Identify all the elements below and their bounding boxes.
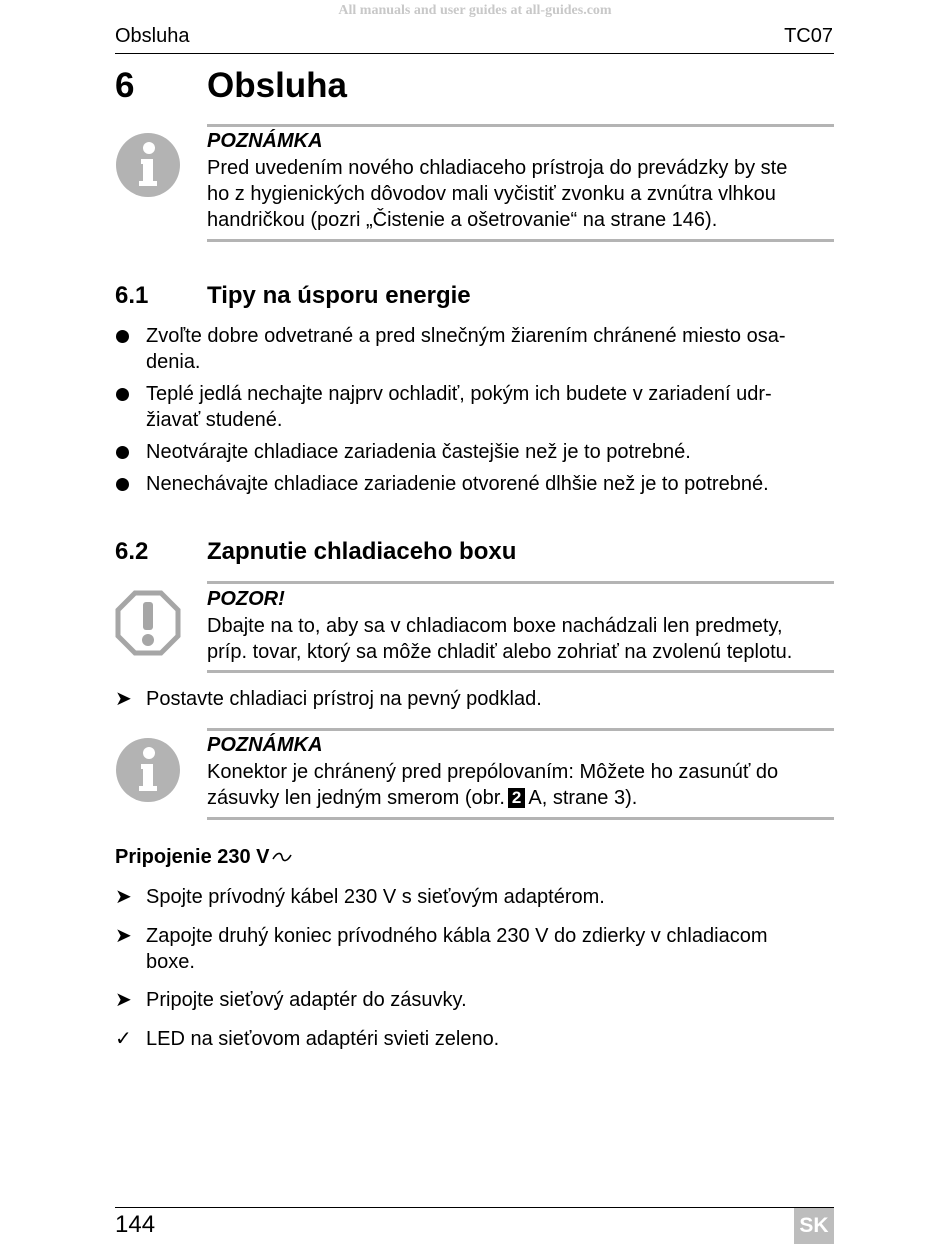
- chapter-number: 6: [115, 66, 135, 105]
- info-icon: [115, 737, 181, 808]
- footer-rule: [115, 1207, 834, 1208]
- info-icon: [115, 132, 181, 203]
- bullet-text: Nenechávajte chladiace zariadenie otvorené dlhšie než je to potrebné.: [146, 473, 769, 495]
- bullet-text: Zvoľte dobre odvetrané a pred slnečným žiarením chránené miesto osa-: [146, 325, 786, 347]
- checkmark-icon: ✓: [115, 1028, 132, 1050]
- subheading: [115, 846, 292, 869]
- bullet-icon: [116, 478, 129, 491]
- note-text-line: ho z hygienických dôvodov mali vyčistiť zvonku a zvnútra vlhkou: [207, 183, 776, 205]
- step-arrow-icon: ➤: [115, 989, 132, 1011]
- caution-top-rule: [207, 581, 834, 584]
- bullet-text: žiavať studené.: [146, 409, 283, 431]
- note-text-fragment: zásuvky len jedným smerom (obr.: [207, 787, 505, 809]
- note-bottom-rule: [207, 817, 834, 820]
- bullet-text: Neotvárajte chladiace zariadenia častejšie než je to potrebné.: [146, 441, 691, 463]
- step-arrow-icon: ➤: [115, 688, 132, 710]
- section-number: 6.2: [115, 538, 149, 565]
- figure-reference-badge: 2: [508, 788, 525, 808]
- step-text: Pripojte sieťový adaptér do zásuvky.: [146, 989, 467, 1011]
- header-rule: [115, 53, 834, 54]
- language-badge: SK: [794, 1208, 834, 1244]
- watermark: All manuals and user guides at all-guides.com: [338, 3, 612, 18]
- step-arrow-icon: ➤: [115, 925, 132, 947]
- step-text: Postavte chladiaci prístroj na pevný podklad.: [146, 688, 542, 710]
- note-text-line: Konektor je chránený pred prepólovaním: Môžete ho zasunúť do: [207, 761, 779, 783]
- result-text: LED na sieťovom adaptéri svieti zeleno.: [146, 1028, 500, 1050]
- bullet-icon: [116, 446, 129, 459]
- note-top-rule: [207, 124, 834, 127]
- note-bottom-rule: [207, 239, 834, 242]
- section-title: Tipy na úsporu energie: [207, 282, 471, 309]
- step-text: Spojte prívodný kábel 230 V s sieťovým adaptérom.: [146, 886, 605, 908]
- section-number: 6.1: [115, 282, 149, 309]
- caution-text-line: Dbajte na to, aby sa v chladiacom boxe nachádzali len predmety,: [207, 615, 783, 637]
- header-model: TC07: [784, 25, 833, 47]
- note-title: POZNÁMKA: [207, 734, 323, 756]
- note-top-rule: [207, 728, 834, 731]
- page-number: 144: [115, 1211, 156, 1238]
- bullet-text: Teplé jedlá nechajte najprv ochladiť, pokým ich budete v zariadení udr-: [146, 383, 772, 405]
- warning-octagon-icon: [115, 590, 181, 661]
- section-title: Zapnutie chladiaceho boxu: [207, 538, 517, 565]
- chapter-title: Obsluha: [207, 66, 348, 105]
- ac-tilde-icon: [272, 846, 292, 869]
- caution-title: POZOR!: [207, 588, 285, 610]
- header-section: Obsluha: [115, 25, 190, 47]
- subheading-text: Pripojenie 230 V: [115, 846, 270, 868]
- step-arrow-icon: ➤: [115, 886, 132, 908]
- bullet-text: denia.: [146, 351, 201, 373]
- caution-text-line: príp. tovar, ktorý sa môže chladiť alebo zohriať na zvolenú teplotu.: [207, 641, 793, 663]
- note-text-line: Pred uvedením nového chladiaceho prístroja do prevádzky by ste: [207, 157, 788, 179]
- step-text: boxe.: [146, 951, 195, 973]
- note-title: POZNÁMKA: [207, 130, 323, 152]
- bullet-icon: [116, 330, 129, 343]
- step-text: Zapojte druhý koniec prívodného kábla 230 V do zdierky v chladiacom: [146, 925, 768, 947]
- note-text-fragment: A, strane 3).: [528, 787, 638, 809]
- note-text-line: handričkou (pozri „Čistenie a ošetrovanie“ na strane 146).: [207, 209, 718, 231]
- bullet-icon: [116, 388, 129, 401]
- note-text-line: [207, 785, 637, 811]
- caution-bottom-rule: [207, 670, 834, 673]
